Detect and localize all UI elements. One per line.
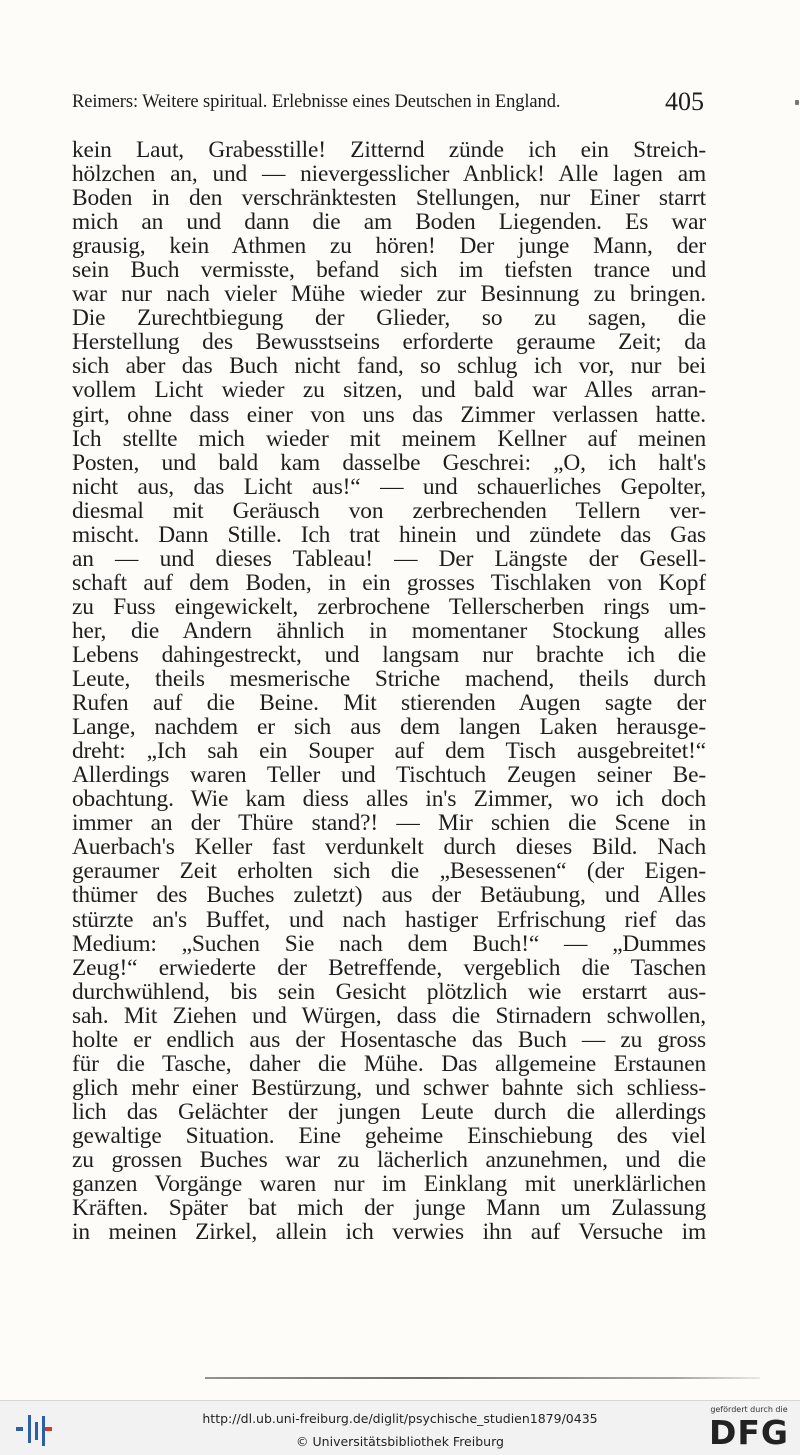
text-line: obachtung. Wie kam diess alles in's Zimmer, wo ich doch — [72, 787, 706, 812]
text-line: Lebens dahingestreckt, und langsam nur brachte ich die — [72, 642, 706, 668]
text-line: grausig, kein Athmen zu hören! Der junge Mann, der — [72, 234, 706, 259]
text-line: sah. Mit Ziehen und Würgen, dass die Stirnadern schwollen, — [72, 1003, 706, 1028]
text-line: Medium: „Suchen Sie nach dem Buch!“ — „Dummes — [72, 931, 706, 956]
dfg-logo[interactable] — [704, 1404, 794, 1454]
text-line: war nur nach vieler Mühe wieder zur Besinnung zu bringen. — [72, 282, 706, 307]
text-line: mischt. Dann Stille. Ich trat hinein und zündete das Gas — [72, 522, 706, 547]
text-line: in meinen Zirkel, allein ich verwies ihn auf Versuche im — [72, 1220, 706, 1245]
text-line: Die Zurechtbiegung der Glieder, so zu sagen, die — [72, 306, 706, 331]
running-head-title: Reimers: Weitere spiritual. Erlebnisse eines Deutschen in England. — [72, 92, 561, 112]
text-line: Rufen auf die Beine. Mit stierenden Augen sagte der — [72, 691, 706, 716]
text-line: vollem Licht wieder zu sitzen, und bald war Alles arran- — [72, 378, 706, 403]
text-line: nicht aus, das Licht aus!“ — und schauerliches Gepolter, — [72, 474, 706, 499]
text-line: Kräften. Später bat mich der junge Mann um Zulassung — [72, 1196, 706, 1221]
text-line: Allerdings waren Teller und Tischtuch Zeugen seiner Be- — [72, 763, 706, 788]
text-line: hölzchen an, und — nievergesslicher Anblick! Alle lagen am — [72, 162, 706, 187]
footer-copyright: © Universitätsbibliothek Freiburg — [296, 1434, 504, 1449]
text-line: kein Laut, Grabesstille! Zitternd zünde ich ein Streich- — [72, 138, 706, 163]
text-line: diesmal mit Geräusch von zerbrechenden Tellern ver- — [72, 498, 706, 523]
text-line: zu Fuss eingewickelt, zerbrochene Tellerscherben rings um- — [72, 594, 706, 619]
text-line: immer an der Thüre stand?! — Mir schien die Scene in — [72, 811, 706, 836]
text-line: lich das Gelächter der jungen Leute durch die allerdings — [72, 1099, 706, 1124]
running-head — [72, 87, 704, 120]
viewer-footer — [0, 1400, 800, 1455]
text-line: Lange, nachdem er sich aus dem langen Laken herausge- — [72, 715, 706, 740]
text-line: glich mehr einer Bestürzung, und schwer bahnte sich schliess- — [72, 1075, 706, 1100]
text-line: ganzen Vorgänge waren nur im Einklang mit unerklärlichen — [72, 1172, 706, 1197]
text-line: girt, ohne dass einer von uns das Zimmer verlassen hatte. — [72, 402, 706, 427]
text-line: Ich stellte mich wieder mit meinem Kellner auf meinen — [72, 426, 706, 451]
text-line: Zeug!“ erwiederte der Betreffende, vergeblich die Taschen — [72, 955, 706, 980]
text-line: Auerbach's Keller fast verdunkelt durch dieses Bild. Nach — [72, 835, 706, 860]
text-line: zu grossen Buches war zu lächerlich anzunehmen, und die — [72, 1147, 706, 1173]
text-line: sich aber das Buch nicht fand, so schlug ich vor, nur bei — [72, 354, 706, 379]
text-line: geraumer Zeit erholten sich die „Besessenen“ (der Eigen- — [72, 859, 706, 884]
text-line: dreht: „Ich sah ein Souper auf dem Tisch ausgebreitet!“ — [72, 739, 706, 764]
text-line: her, die Andern ähnlich in momentaner Stockung alles — [72, 618, 706, 643]
edge-mark — [795, 100, 799, 105]
text-line: mich an und dann die am Boden Liegenden. Es war — [72, 210, 706, 235]
text-line: thümer des Buches zuletzt) aus der Betäubung, und Alles — [72, 883, 706, 908]
text-line: gewaltige Situation. Eine geheime Einschiebung des viel — [72, 1123, 706, 1148]
text-line: schaft auf dem Boden, in ein grosses Tischlaken von Kopf — [72, 570, 706, 595]
text-line: holte er endlich aus der Hosentasche das Buch — zu gross — [72, 1027, 706, 1052]
text-line: durchwühlend, bis sein Gesicht plötzlich wie erstarrt aus- — [72, 979, 706, 1004]
text-line: für die Tasche, daher die Mühe. Das allgemeine Erstaunen — [72, 1051, 706, 1076]
text-line: Leute, theils mesmerische Striche machend, theils durch — [72, 667, 706, 692]
dfg-logo-text: DFG — [708, 1413, 790, 1452]
text-line: an — und dieses Tableau! — Der Längste der Gesell- — [72, 546, 706, 571]
dfg-funded-by: gefördert durch die — [710, 1405, 788, 1414]
bottom-rule — [205, 1377, 760, 1379]
body-text — [72, 138, 706, 1244]
text-line: Herstellung des Bewusstseins erforderte geraume Zeit; da — [72, 330, 706, 355]
text-line: Boden in den verschränktesten Stellungen, nur Einer starrt — [72, 186, 706, 211]
text-line: stürzte an's Buffet, und nach hastiger Erfrischung rief das — [72, 907, 706, 932]
footer-url-link[interactable]: http://dl.ub.uni-freiburg.de/diglit/psychische_studien1879/0435 — [202, 1411, 598, 1426]
text-line: sein Buch vermisste, befand sich im tiefsten trance und — [72, 258, 706, 283]
page-number: 405 — [665, 87, 704, 116]
text-line: Posten, und bald kam dasselbe Geschrei: „O, ich halt's — [72, 450, 706, 475]
